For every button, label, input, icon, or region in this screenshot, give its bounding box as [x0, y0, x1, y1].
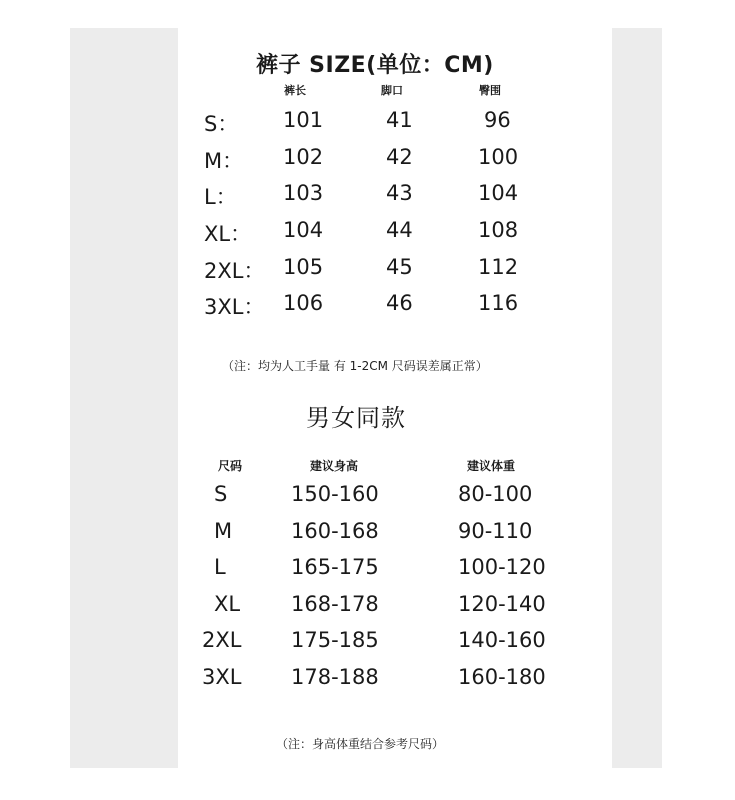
unisex-row-size: L [214, 555, 226, 579]
pants-note: （注：均为人工手量 有 1-2CM 尺码误差属正常） [222, 359, 488, 373]
pants-row-hip: 108 [478, 218, 519, 242]
unisex-row-weight: 100-120 [458, 555, 546, 579]
pants-row-cuff: 41 [386, 108, 413, 132]
pants-row-hip: 100 [478, 145, 519, 169]
pants-row-hip: 104 [478, 181, 519, 205]
pants-row-length: 106 [283, 291, 324, 315]
pants-header-hip: 臀围 [479, 84, 501, 97]
unisex-row-size: XL [214, 592, 241, 616]
unisex-row-weight: 80-100 [458, 482, 533, 506]
unisex-row-weight: 160-180 [458, 665, 546, 689]
pants-row-cuff: 44 [386, 218, 413, 242]
pants-header-cuff: 脚口 [381, 84, 403, 97]
unisex-row-height: 165-175 [291, 555, 379, 579]
unisex-header-size: 尺码 [218, 459, 243, 473]
pants-row-hip: 116 [478, 291, 519, 315]
pants-header-length: 裤长 [284, 84, 306, 97]
pants-row-size: S： [204, 112, 239, 136]
unisex-header-weight: 建议体重 [467, 459, 516, 473]
unisex-row-height: 175-185 [291, 628, 379, 652]
unisex-row-size: M [214, 519, 233, 543]
unisex-row-weight: 120-140 [458, 592, 546, 616]
pants-row-size: 3XL： [204, 295, 265, 319]
unisex-row-size: 3XL [202, 665, 242, 689]
unisex-row-weight: 140-160 [458, 628, 546, 652]
unisex-row-size: S [214, 482, 228, 506]
unisex-row-height: 150-160 [291, 482, 379, 506]
pants-size-title: 裤子 SIZE(单位：CM) [256, 53, 494, 78]
pants-row-hip: 112 [478, 255, 519, 279]
unisex-row-height: 168-178 [291, 592, 379, 616]
unisex-header-height: 建议身高 [310, 459, 359, 473]
pants-row-length: 102 [283, 145, 324, 169]
pants-row-length: 105 [283, 255, 324, 279]
pants-row-cuff: 43 [386, 181, 413, 205]
unisex-note: （注：身高体重结合参考尺码） [276, 737, 445, 751]
right-gray-panel [612, 28, 662, 768]
pants-row-cuff: 42 [386, 145, 413, 169]
pants-row-size: XL： [204, 222, 252, 246]
pants-row-size: 2XL： [204, 259, 265, 283]
unisex-row-height: 160-168 [291, 519, 379, 543]
pants-row-size: L： [204, 185, 237, 209]
pants-row-cuff: 45 [386, 255, 413, 279]
pants-row-cuff: 46 [386, 291, 413, 315]
unisex-row-weight: 90-110 [458, 519, 533, 543]
pants-row-length: 101 [283, 108, 324, 132]
pants-row-length: 103 [283, 181, 324, 205]
unisex-title: 男女同款 [306, 404, 406, 432]
pants-row-size: M： [204, 149, 244, 173]
pants-row-length: 104 [283, 218, 324, 242]
unisex-row-size: 2XL [202, 628, 242, 652]
pants-row-hip: 96 [484, 108, 511, 132]
left-gray-panel [70, 28, 178, 768]
unisex-row-height: 178-188 [291, 665, 379, 689]
